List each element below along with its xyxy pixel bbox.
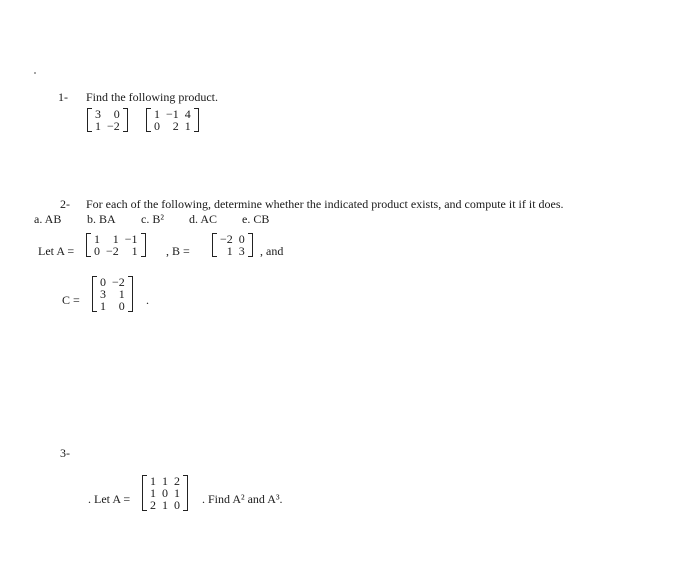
matrix-cell: 0 [94,244,100,258]
matrix-cell: 1 [95,119,101,133]
matrix-left-bracket [146,108,151,132]
matrix-cell: 1 [162,474,168,488]
matrix-right-bracket [183,475,188,511]
matrix-cell: 1 [150,486,156,500]
matrix-cell: 2 [150,498,156,512]
problem-2-part-e: e. CB [242,212,270,226]
matrix-left-bracket [86,233,91,257]
matrix-cell: 0 [118,299,125,313]
problem-2-number: 2- [60,197,70,211]
stray-dot [34,72,36,74]
problem-2-c-label: C = [62,293,80,307]
problem-2-part-d: d. AC [189,212,218,226]
matrix-cell: 1 [94,232,100,246]
matrix-right-bracket [123,108,128,132]
problem-2-matrix-c [92,276,133,312]
matrix-cell: 0 [113,107,120,121]
matrix-left-bracket [212,233,217,257]
matrix-cell: 4 [184,107,191,121]
matrix-cell: 3 [100,287,106,301]
matrix-row [97,300,128,312]
matrix-cell: −1 [124,232,138,246]
problem-2-instruction: For each of the following, determine whether the indicated product exists, and compute it if it does. [86,197,564,211]
problem-3-matrix-a [142,475,188,511]
matrix-left-bracket [92,276,97,312]
matrix-right-bracket [141,233,146,257]
matrix-cell: 1 [131,244,138,258]
matrix-right-bracket [194,108,199,132]
matrix-cell: 0 [100,275,106,289]
problem-3-lead: . Let A = [88,492,131,506]
problem-2-matrix-b [212,233,253,257]
matrix-cell: 2 [172,119,179,133]
matrix-row [91,245,141,257]
matrix-cell: −2 [220,232,233,246]
problem-2-part-b: b. BA [87,212,116,226]
matrix-cell: 1 [100,299,106,313]
problem-2-let-a-label: Let A = [38,244,75,258]
matrix-cell: 0 [162,486,168,500]
problem-1-matrix-right [146,108,199,132]
matrix-cell: 0 [238,232,245,246]
problem-1-matrix-left [87,108,128,132]
problem-2-part-a: a. AB [34,212,62,226]
matrix-cell: 0 [154,119,160,133]
matrix-cell: 1 [118,287,125,301]
matrix-cell: 1 [154,107,160,121]
matrix-cell: 1 [112,232,119,246]
matrix-right-bracket [128,276,133,312]
matrix-row [92,120,123,132]
matrix-cell: −1 [166,107,179,121]
matrix-cell: 1 [184,119,191,133]
matrix-cell: 1 [150,474,156,488]
matrix-row [151,120,194,132]
problem-1-number: 1- [58,90,68,104]
matrix-cell: 3 [95,107,101,121]
matrix-cell: 1 [174,486,180,500]
problem-1-instruction: Find the following product. [86,90,218,104]
problem-2-part-c: c. B² [141,212,164,226]
matrix-cell: 1 [162,498,168,512]
matrix-cell: −2 [106,244,119,258]
problem-3-tail: . Find A² and A³. [202,492,283,506]
matrix-cell: 3 [238,244,245,258]
matrix-left-bracket [87,108,92,132]
matrix-cell: 2 [174,474,180,488]
matrix-cell: −2 [107,119,120,133]
matrix-right-bracket [248,233,253,257]
matrix-row [147,499,183,511]
problem-3-number: 3- [60,446,70,460]
problem-2-matrix-a [86,233,146,257]
matrix-cell: −2 [112,275,125,289]
matrix-cell: 1 [226,244,233,258]
matrix-left-bracket [142,475,147,511]
matrix-cell: 0 [174,498,180,512]
problem-2-c-end: . [146,293,149,307]
matrix-row [217,245,248,257]
problem-2-b-label: , B = [166,244,190,258]
problem-2-and-text: , and [260,244,284,258]
